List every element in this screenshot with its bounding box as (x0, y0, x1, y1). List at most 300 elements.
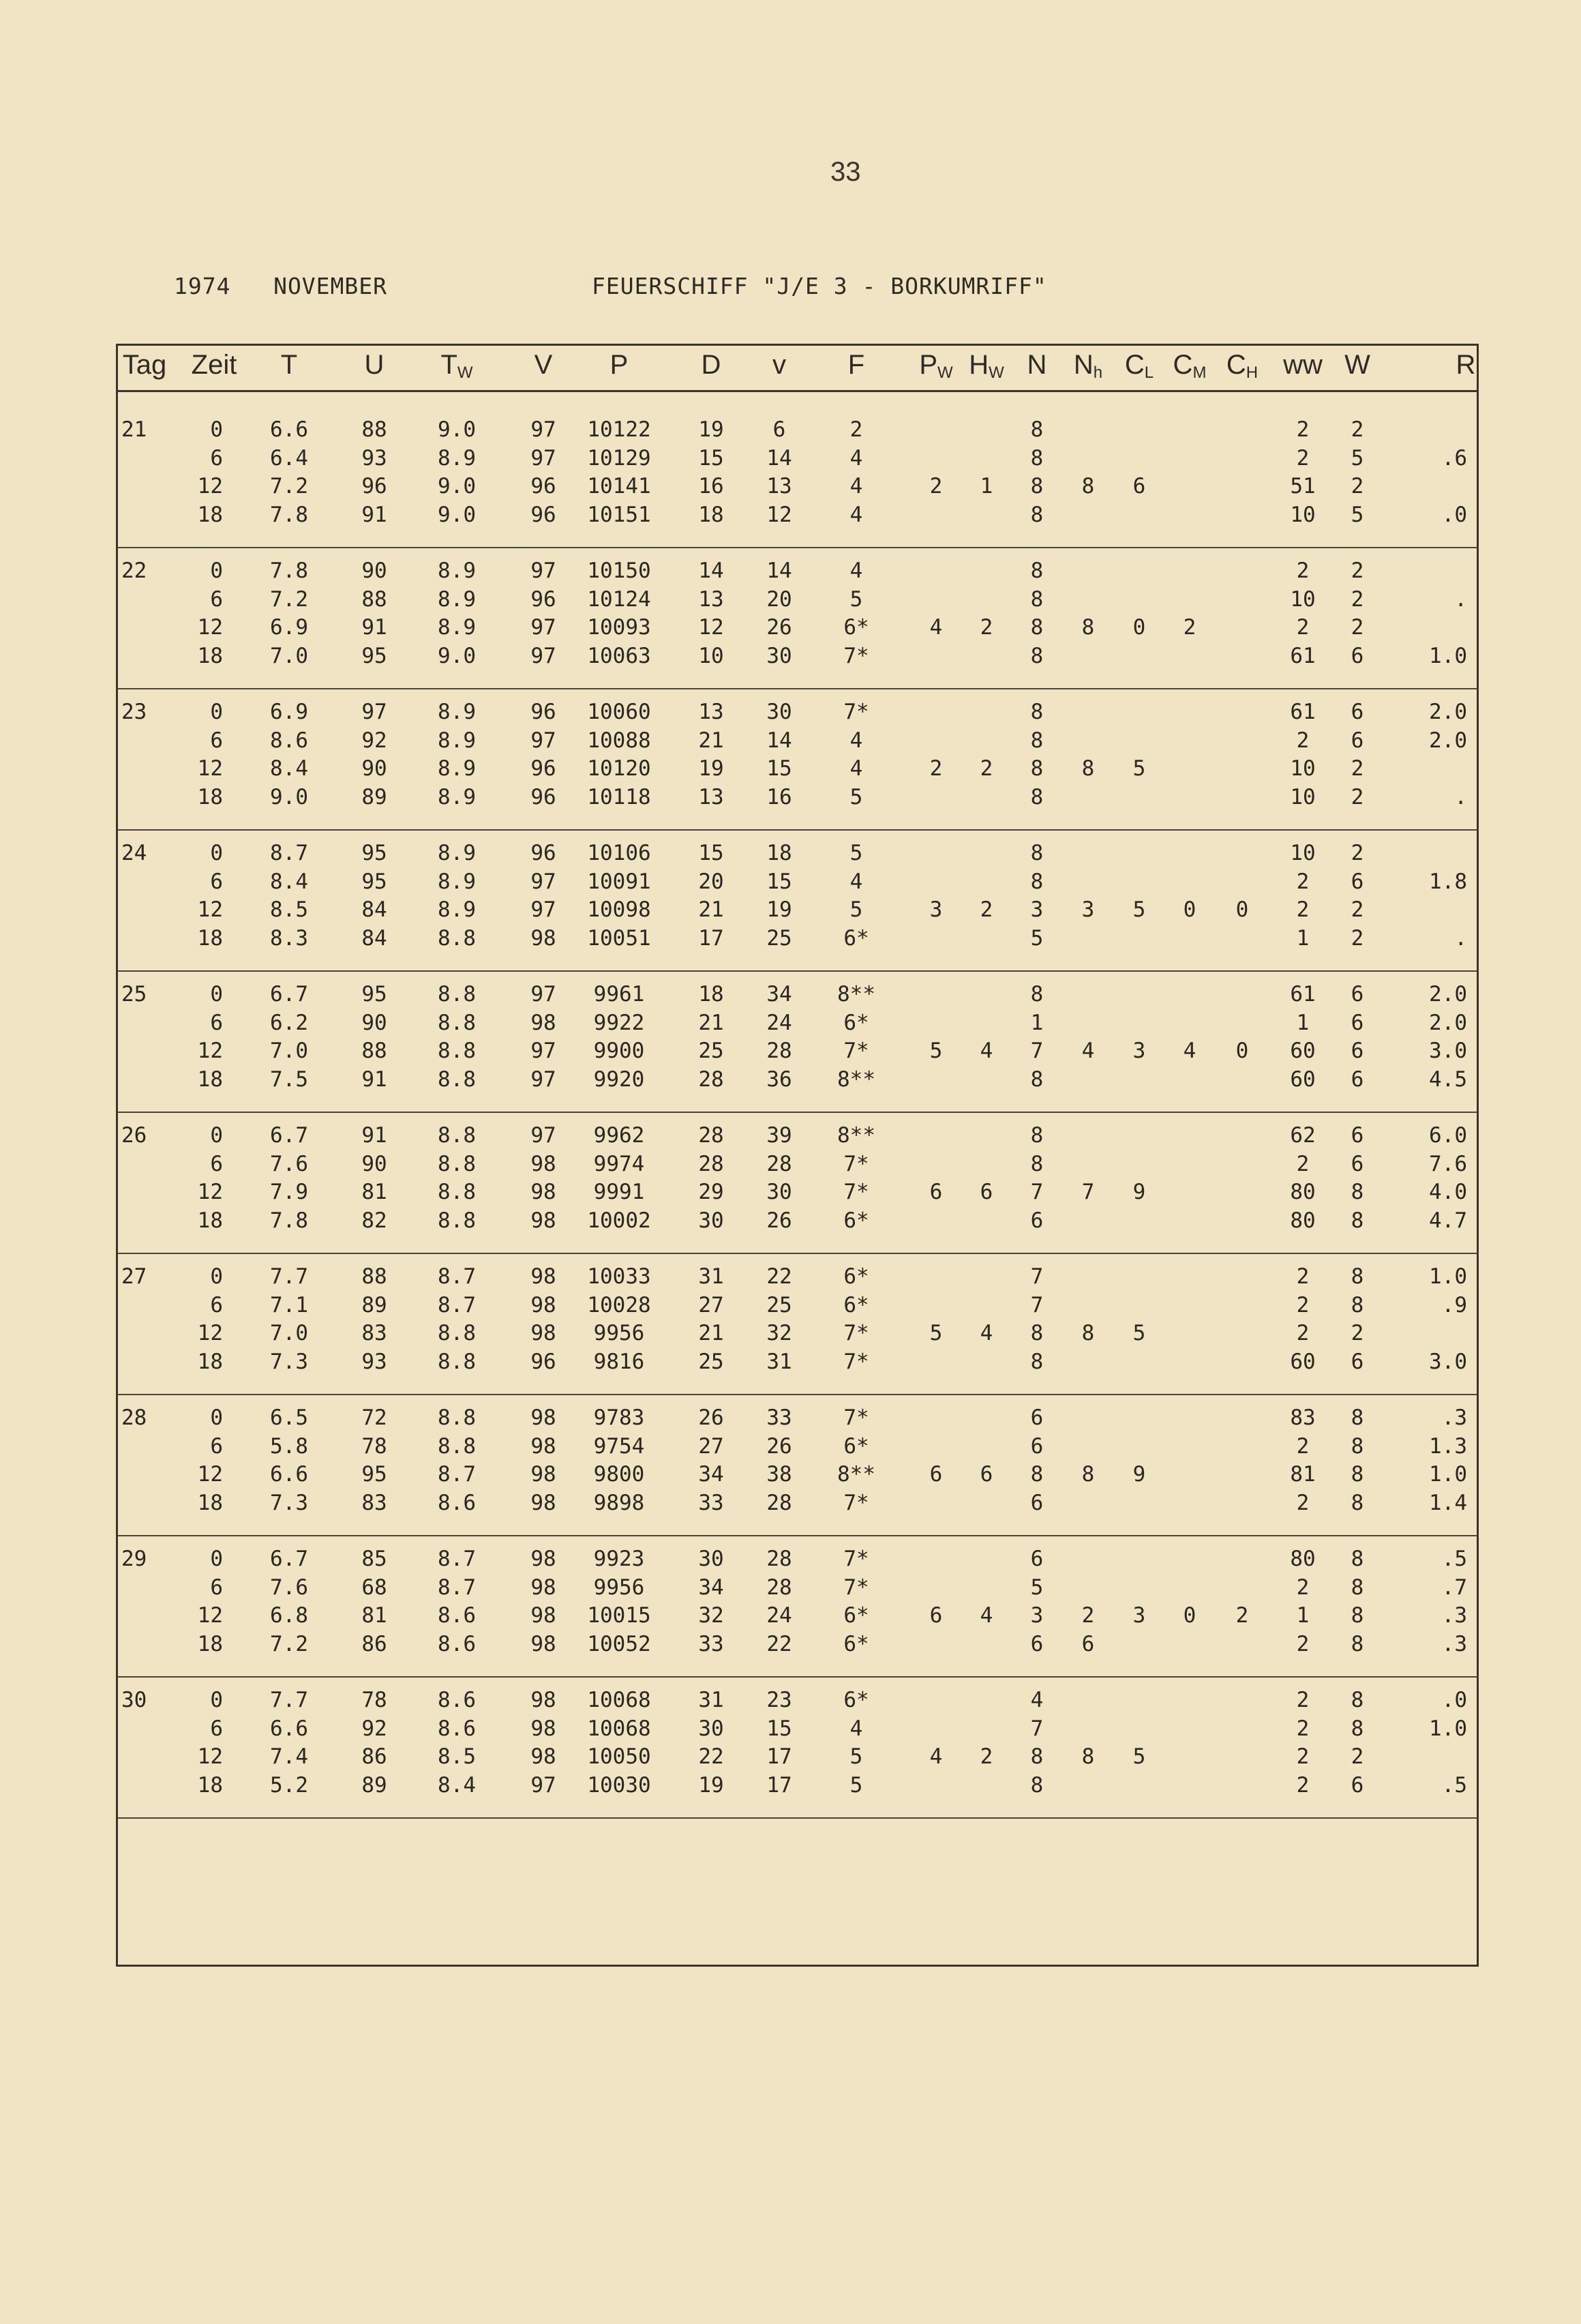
cell-ww: 2 (1296, 1716, 1310, 1741)
cell-n: 6 (1030, 1547, 1044, 1571)
cell-t: 6.2 (270, 1010, 308, 1035)
cell-u: 91 (361, 502, 387, 527)
cell-u: 97 (361, 700, 387, 724)
cell-u: 90 (361, 756, 387, 781)
cell-v_big: 97 (530, 869, 556, 894)
cell-d: 12 (698, 615, 724, 640)
cell-v: 24 (766, 1010, 792, 1035)
cell-d: 27 (698, 1433, 724, 1459)
cell-t: 7.7 (270, 1264, 308, 1289)
cell-ww: 2 (1296, 1321, 1310, 1345)
cell-tw: 8.9 (438, 586, 476, 612)
day-label: 24 (121, 841, 147, 865)
cell-v: 6 (772, 417, 786, 442)
cell-n: 8 (1030, 784, 1044, 809)
cell-zeit: 0 (210, 1123, 223, 1148)
cell-f: 5 (849, 841, 863, 865)
cell-w: 6 (1351, 1151, 1364, 1176)
cell-nh: 6 (1081, 1631, 1095, 1656)
cell-w: 2 (1351, 474, 1364, 498)
cell-tw: 9.0 (438, 417, 476, 442)
cell-v_big: 98 (530, 1490, 556, 1515)
cell-cl: 6 (1132, 474, 1146, 498)
cell-d: 19 (698, 417, 724, 442)
table-header-rule (116, 390, 1479, 392)
cell-v_big: 98 (530, 1433, 556, 1459)
cell-v_big: 97 (530, 982, 556, 1007)
cell-v: 17 (766, 1744, 792, 1769)
cell-ch: 0 (1235, 1039, 1249, 1063)
cell-zeit: 18 (197, 925, 223, 951)
cell-w: 2 (1351, 925, 1364, 951)
cell-ww: 10 (1290, 586, 1316, 612)
cell-hw: 6 (980, 1180, 993, 1204)
cell-ww: 61 (1290, 643, 1316, 668)
cell-w: 2 (1351, 558, 1364, 583)
cell-ww: 2 (1296, 1292, 1310, 1317)
column-header-v_big: V (534, 350, 553, 380)
cell-r: 1.0 (1429, 1264, 1467, 1289)
cell-tw: 8.8 (438, 1151, 476, 1176)
cell-hw: 4 (980, 1039, 993, 1063)
cell-tw: 8.8 (438, 925, 476, 951)
cell-v_big: 97 (530, 1067, 556, 1092)
cell-cl: 5 (1132, 897, 1146, 922)
cell-ww: 83 (1290, 1405, 1316, 1430)
cell-n: 5 (1030, 1575, 1044, 1600)
cell-v_big: 98 (530, 1462, 556, 1487)
cell-v_big: 96 (530, 502, 556, 527)
cell-r: 4.0 (1429, 1180, 1467, 1204)
cell-tw: 8.9 (438, 784, 476, 809)
column-header-pw: $P_W$ (919, 350, 953, 382)
column-header-w: W (1344, 350, 1370, 380)
cell-v: 14 (766, 558, 792, 583)
cell-u: 95 (361, 1462, 387, 1487)
cell-w: 8 (1351, 1180, 1364, 1204)
cell-p: 9956 (593, 1575, 645, 1600)
cell-tw: 8.8 (438, 1321, 476, 1345)
cell-ww: 10 (1290, 784, 1316, 809)
cell-u: 91 (361, 615, 387, 640)
cell-tw: 8.8 (438, 1349, 476, 1374)
cell-ww: 80 (1290, 1180, 1316, 1204)
cell-ww: 1 (1296, 1010, 1310, 1035)
cell-zeit: 0 (210, 1405, 223, 1430)
cell-u: 92 (361, 1716, 387, 1741)
cell-w: 6 (1351, 1067, 1364, 1092)
cell-d: 18 (698, 502, 724, 527)
cell-n: 8 (1030, 700, 1044, 724)
cell-t: 7.3 (270, 1349, 308, 1374)
cell-f: 4 (849, 756, 863, 781)
cell-tw: 8.7 (438, 1462, 476, 1487)
cell-w: 2 (1351, 784, 1364, 809)
cell-n: 6 (1030, 1631, 1044, 1656)
cell-d: 31 (698, 1688, 724, 1712)
cell-r: .9 (1441, 1292, 1467, 1317)
cell-nh: 4 (1081, 1039, 1095, 1063)
cell-zeit: 0 (210, 1547, 223, 1571)
cell-tw: 8.5 (438, 1744, 476, 1769)
cell-zeit: 6 (210, 1433, 223, 1459)
cell-p: 10060 (587, 700, 651, 724)
cell-d: 25 (698, 1039, 724, 1063)
cell-tw: 8.6 (438, 1688, 476, 1712)
cell-f: 6* (843, 925, 869, 951)
cell-f: 6* (843, 615, 869, 640)
cell-tw: 8.6 (438, 1631, 476, 1656)
cell-u: 78 (361, 1688, 387, 1712)
cell-t: 7.8 (270, 1208, 308, 1233)
cell-tw: 9.0 (438, 474, 476, 498)
cell-ww: 2 (1296, 1772, 1310, 1798)
cell-cm: 0 (1183, 1603, 1196, 1628)
cell-v: 26 (766, 1433, 792, 1459)
cell-v_big: 98 (530, 1321, 556, 1345)
cell-w: 6 (1351, 1010, 1364, 1035)
cell-ww: 51 (1290, 474, 1316, 498)
cell-w: 2 (1351, 1321, 1364, 1345)
day-label: 21 (121, 417, 147, 442)
cell-u: 86 (361, 1631, 387, 1656)
cell-v_big: 98 (530, 1405, 556, 1430)
cell-ww: 80 (1290, 1547, 1316, 1571)
cell-d: 30 (698, 1208, 724, 1233)
cell-u: 95 (361, 982, 387, 1007)
cell-v_big: 97 (530, 728, 556, 753)
cell-p: 10068 (587, 1716, 651, 1741)
cell-v: 22 (766, 1264, 792, 1289)
cell-tw: 8.9 (438, 700, 476, 724)
cell-nh: 8 (1081, 756, 1095, 781)
cell-hw: 4 (980, 1603, 993, 1628)
cell-nh: 8 (1081, 615, 1095, 640)
cell-p: 9900 (593, 1039, 645, 1063)
cell-zeit: 12 (197, 1321, 223, 1345)
cell-tw: 8.4 (438, 1772, 476, 1798)
cell-p: 10050 (587, 1744, 651, 1769)
cell-d: 20 (698, 869, 724, 894)
cell-p: 10120 (587, 756, 651, 781)
cell-n: 8 (1030, 1462, 1044, 1487)
cell-zeit: 6 (210, 1716, 223, 1741)
cell-r: . (1454, 586, 1467, 612)
day-separator (117, 1253, 1477, 1254)
cell-tw: 8.8 (438, 982, 476, 1007)
cell-w: 8 (1351, 1716, 1364, 1741)
cell-p: 10091 (587, 869, 651, 894)
cell-tw: 8.8 (438, 1405, 476, 1430)
cell-t: 6.6 (270, 1462, 308, 1487)
cell-v_big: 96 (530, 700, 556, 724)
cell-f: 6* (843, 1688, 869, 1712)
cell-p: 10093 (587, 615, 651, 640)
cell-zeit: 0 (210, 1688, 223, 1712)
cell-v: 28 (766, 1151, 792, 1176)
cell-n: 8 (1030, 756, 1044, 781)
cell-t: 6.8 (270, 1603, 308, 1628)
cell-r: 2.0 (1429, 1010, 1467, 1035)
cell-f: 6* (843, 1208, 869, 1233)
cell-zeit: 6 (210, 869, 223, 894)
cell-zeit: 12 (197, 474, 223, 498)
cell-p: 10129 (587, 445, 651, 471)
cell-v: 26 (766, 615, 792, 640)
cell-d: 28 (698, 1067, 724, 1092)
cell-v_big: 98 (530, 1716, 556, 1741)
column-header-r: R (1456, 350, 1476, 380)
cell-v: 30 (766, 643, 792, 668)
cell-nh: 7 (1081, 1180, 1095, 1204)
cell-ww: 2 (1296, 417, 1310, 442)
cell-n: 8 (1030, 615, 1044, 640)
cell-f: 6* (843, 1631, 869, 1656)
cell-tw: 8.8 (438, 1123, 476, 1148)
cell-w: 6 (1351, 1039, 1364, 1063)
cell-r: 1.4 (1429, 1490, 1467, 1515)
cell-d: 21 (698, 1321, 724, 1345)
cell-cl: 5 (1132, 756, 1146, 781)
cell-tw: 8.9 (438, 558, 476, 583)
cell-u: 84 (361, 925, 387, 951)
day-separator (117, 1112, 1477, 1113)
cell-ww: 60 (1290, 1349, 1316, 1374)
cell-v: 12 (766, 502, 792, 527)
cell-d: 16 (698, 474, 724, 498)
cell-v: 28 (766, 1547, 792, 1571)
cell-n: 5 (1030, 925, 1044, 951)
cell-p: 10068 (587, 1688, 651, 1712)
cell-pw: 6 (929, 1180, 943, 1204)
cell-zeit: 6 (210, 445, 223, 471)
cell-v_big: 98 (530, 1688, 556, 1712)
cell-t: 7.7 (270, 1688, 308, 1712)
cell-v_big: 96 (530, 1349, 556, 1374)
cell-ch: 2 (1235, 1603, 1249, 1628)
cell-cl: 9 (1132, 1462, 1146, 1487)
cell-p: 10002 (587, 1208, 651, 1233)
column-header-d: D (701, 350, 721, 380)
cell-t: 6.7 (270, 1547, 308, 1571)
cell-f: 7* (843, 1039, 869, 1063)
cell-f: 4 (849, 869, 863, 894)
cell-v_big: 98 (530, 1631, 556, 1656)
cell-f: 6* (843, 1292, 869, 1317)
cell-d: 14 (698, 558, 724, 583)
column-header-tag: Tag (122, 350, 167, 380)
cell-d: 34 (698, 1575, 724, 1600)
cell-w: 8 (1351, 1433, 1364, 1459)
cell-hw: 6 (980, 1462, 993, 1487)
cell-pw: 2 (929, 474, 943, 498)
cell-tw: 8.7 (438, 1575, 476, 1600)
cell-p: 9922 (593, 1010, 645, 1035)
cell-tw: 8.6 (438, 1603, 476, 1628)
cell-f: 7* (843, 1490, 869, 1515)
day-separator (117, 970, 1477, 972)
cell-zeit: 18 (197, 1067, 223, 1092)
cell-v: 20 (766, 586, 792, 612)
cell-n: 8 (1030, 586, 1044, 612)
cell-hw: 2 (980, 756, 993, 781)
cell-n: 8 (1030, 1772, 1044, 1798)
cell-w: 2 (1351, 841, 1364, 865)
cell-p: 10030 (587, 1772, 651, 1798)
cell-tw: 8.7 (438, 1547, 476, 1571)
cell-v_big: 96 (530, 841, 556, 865)
day-label: 28 (121, 1405, 147, 1430)
cell-u: 91 (361, 1123, 387, 1148)
cell-r: 4.7 (1429, 1208, 1467, 1233)
cell-n: 8 (1030, 1123, 1044, 1148)
cell-f: 7* (843, 1321, 869, 1345)
cell-w: 2 (1351, 756, 1364, 781)
column-header-ch: $C_H$ (1226, 350, 1259, 382)
cell-r: 3.0 (1429, 1349, 1467, 1374)
cell-w: 6 (1351, 1123, 1364, 1148)
cell-tw: 8.7 (438, 1264, 476, 1289)
cell-tw: 8.9 (438, 445, 476, 471)
cell-ww: 2 (1296, 1264, 1310, 1289)
cell-n: 7 (1030, 1264, 1044, 1289)
cell-p: 9754 (593, 1433, 645, 1459)
cell-t: 7.6 (270, 1151, 308, 1176)
cell-t: 6.9 (270, 615, 308, 640)
cell-n: 7 (1030, 1180, 1044, 1204)
cell-d: 33 (698, 1490, 724, 1515)
cell-nh: 8 (1081, 1462, 1095, 1487)
cell-n: 8 (1030, 728, 1044, 753)
cell-u: 95 (361, 643, 387, 668)
cell-p: 10052 (587, 1631, 651, 1656)
cell-d: 33 (698, 1631, 724, 1656)
cell-v: 17 (766, 1772, 792, 1798)
cell-ww: 2 (1296, 445, 1310, 471)
cell-p: 10122 (587, 417, 651, 442)
cell-zeit: 0 (210, 841, 223, 865)
cell-pw: 2 (929, 756, 943, 781)
cell-zeit: 18 (197, 1772, 223, 1798)
cell-v: 13 (766, 474, 792, 498)
cell-v_big: 97 (530, 1039, 556, 1063)
cell-hw: 2 (980, 1744, 993, 1769)
cell-n: 3 (1030, 1603, 1044, 1628)
cell-v_big: 97 (530, 445, 556, 471)
cell-f: 5 (849, 1744, 863, 1769)
cell-f: 7* (843, 643, 869, 668)
cell-v: 28 (766, 1575, 792, 1600)
cell-ww: 2 (1296, 1631, 1310, 1656)
cell-t: 8.4 (270, 756, 308, 781)
cell-f: 7* (843, 1180, 869, 1204)
cell-r: 1.3 (1429, 1433, 1467, 1459)
cell-w: 6 (1351, 700, 1364, 724)
cell-u: 95 (361, 841, 387, 865)
cell-n: 6 (1030, 1208, 1044, 1233)
cell-ww: 80 (1290, 1208, 1316, 1233)
cell-t: 8.4 (270, 869, 308, 894)
column-header-p: P (609, 350, 629, 380)
cell-u: 92 (361, 728, 387, 753)
cell-w: 8 (1351, 1208, 1364, 1233)
cell-v_big: 98 (530, 1603, 556, 1628)
cell-v: 15 (766, 869, 792, 894)
cell-v_big: 98 (530, 1180, 556, 1204)
column-header-t: T (280, 350, 298, 380)
cell-f: 8** (837, 1462, 875, 1487)
cell-ww: 61 (1290, 700, 1316, 724)
cell-tw: 8.9 (438, 869, 476, 894)
cell-ww: 61 (1290, 982, 1316, 1007)
cell-t: 8.6 (270, 728, 308, 753)
cell-zeit: 12 (197, 756, 223, 781)
cell-zeit: 6 (210, 1151, 223, 1176)
column-header-cl: $C_L$ (1124, 350, 1154, 382)
cell-u: 91 (361, 1067, 387, 1092)
cell-p: 9783 (593, 1405, 645, 1430)
cell-v_big: 96 (530, 474, 556, 498)
cell-v: 24 (766, 1603, 792, 1628)
cell-v: 25 (766, 925, 792, 951)
cell-p: 9991 (593, 1180, 645, 1204)
column-header-ww: ww (1283, 350, 1323, 380)
column-header-zeit: Zeit (191, 350, 237, 380)
cell-d: 15 (698, 445, 724, 471)
cell-p: 10033 (587, 1264, 651, 1289)
cell-ww: 10 (1290, 502, 1316, 527)
cell-w: 8 (1351, 1462, 1364, 1487)
cell-v_big: 97 (530, 615, 556, 640)
cell-r: 4.5 (1429, 1067, 1467, 1092)
cell-v_big: 97 (530, 643, 556, 668)
cell-tw: 8.9 (438, 897, 476, 922)
cell-pw: 3 (929, 897, 943, 922)
cell-n: 8 (1030, 558, 1044, 583)
cell-v_big: 97 (530, 417, 556, 442)
cell-p: 9962 (593, 1123, 645, 1148)
day-separator (117, 829, 1477, 831)
cell-p: 10124 (587, 586, 651, 612)
cell-cl: 5 (1132, 1744, 1146, 1769)
cell-ww: 2 (1296, 728, 1310, 753)
cell-r: . (1454, 925, 1467, 951)
cell-n: 8 (1030, 1349, 1044, 1374)
cell-w: 2 (1351, 417, 1364, 442)
cell-ww: 2 (1296, 1490, 1310, 1515)
cell-zeit: 18 (197, 643, 223, 668)
cell-ww: 60 (1290, 1067, 1316, 1092)
cell-f: 5 (849, 897, 863, 922)
cell-f: 7* (843, 1405, 869, 1430)
cell-d: 29 (698, 1180, 724, 1204)
cell-r: 1.8 (1429, 869, 1467, 894)
cell-tw: 8.9 (438, 756, 476, 781)
cell-nh: 3 (1081, 897, 1095, 922)
day-separator (117, 1817, 1477, 1819)
day-label: 27 (121, 1264, 147, 1289)
cell-r: .6 (1441, 445, 1467, 471)
cell-p: 10015 (587, 1603, 651, 1628)
cell-zeit: 18 (197, 1349, 223, 1374)
cell-ch: 0 (1235, 897, 1249, 922)
cell-v: 30 (766, 700, 792, 724)
cell-v: 16 (766, 784, 792, 809)
cell-zeit: 6 (210, 1010, 223, 1035)
cell-n: 7 (1030, 1716, 1044, 1741)
cell-ww: 1 (1296, 925, 1310, 951)
cell-d: 13 (698, 784, 724, 809)
